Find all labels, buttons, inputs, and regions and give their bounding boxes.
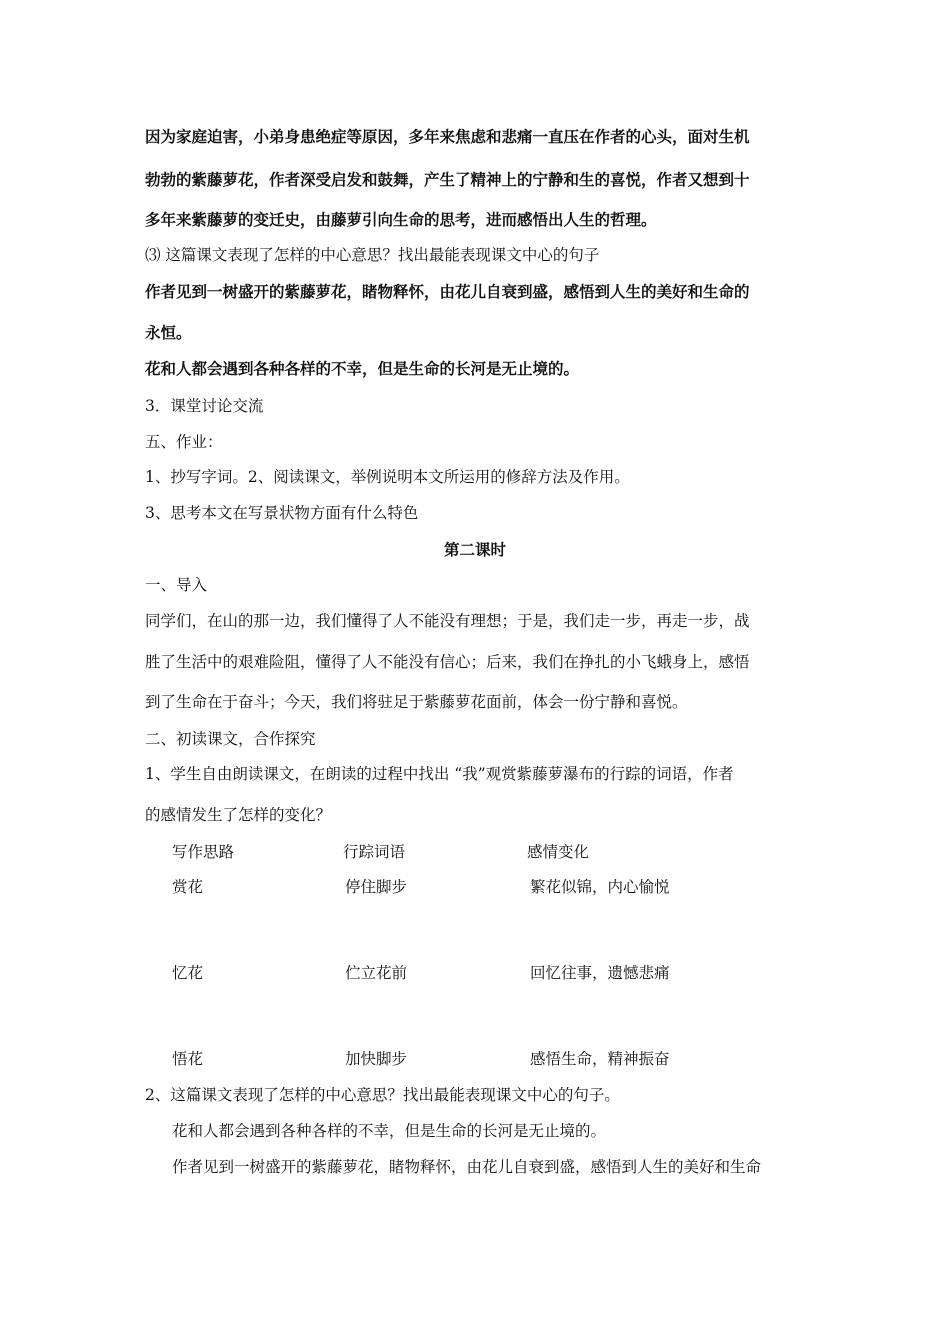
question-3: ⑶ 这篇课文表现了怎样的中心意思？找出最能表现课文中心的句子	[145, 246, 600, 264]
intro-line: 同学们，在山的那一边，我们懂得了人不能没有理想；于是，我们走一步，再走一步，战	[145, 612, 750, 630]
reading-heading: 二、初读课文，合作探究	[145, 730, 316, 748]
discussion-heading: 3．课堂讨论交流	[145, 397, 264, 415]
homework-heading: 五、作业：	[145, 433, 223, 451]
intro-heading: 一、导入	[145, 576, 208, 594]
table-cell: 忆花	[172, 964, 204, 982]
answer-line: 永恒。	[145, 324, 192, 342]
paragraph-line: 勃勃的紫藤萝花，作者深受启发和鼓舞，产生了精神上的宁静和生的喜悦，作者又想到十	[145, 171, 750, 189]
question-2: 2、这篇课文表现了怎样的中心意思？找出最能表现课文中心的句子。	[145, 1086, 620, 1104]
answer-line: 花和人都会遇到各种各样的不幸，但是生命的长河是无止境的。	[172, 1122, 607, 1140]
answer-line: 作者见到一树盛开的紫藤萝花，睹物释怀，由花儿自衰到盛，感悟到人生的美好和生命	[172, 1158, 762, 1176]
table-cell: 回忆往事，遗憾悲痛	[530, 964, 670, 982]
paragraph-line: 多年来紫藤萝的变迁史，由藤萝引向生命的思考，进而感悟出人生的哲理。	[145, 211, 657, 229]
table-cell: 感悟生命，精神振奋	[530, 1050, 670, 1068]
paragraph-line: 因为家庭迫害，小弟身患绝症等原因，多年来焦虑和悲痛一直压在作者的心头，面对生机	[145, 128, 750, 146]
homework-item: 1、抄写字词。2、阅读课文，举例说明本文所运用的修辞方法及作用。	[145, 468, 630, 486]
table-cell: 停住脚步	[345, 878, 408, 896]
question-1-line: 的感情发生了怎样的变化？	[145, 806, 332, 824]
table-cell: 赏花	[172, 878, 204, 896]
answer-line: 花和人都会遇到各种各样的不幸，但是生命的长河是无止境的。	[145, 360, 580, 378]
homework-item: 3、思考本文在写景状物方面有什么特色	[145, 504, 419, 522]
answer-line: 作者见到一树盛开的紫藤萝花，睹物释怀，由花儿自衰到盛，感悟到人生的美好和生命的	[145, 283, 750, 301]
intro-line: 到了生命在于奋斗；今天，我们将驻足于紫藤萝花面前，体会一份宁静和喜悦。	[145, 693, 688, 711]
table-header: 写作思路	[172, 843, 235, 861]
table-cell: 悟花	[172, 1050, 204, 1068]
lesson-title: 第二课时	[443, 541, 506, 559]
question-1-line: 1、学生自由朗读课文，在朗读的过程中找出 “我”观赏紫藤萝瀑布的行踪的词语，作者	[145, 765, 734, 783]
intro-line: 胜了生活中的艰难险阻，懂得了人不能没有信心；后来，我们在挣扎的小飞蛾身上，感悟	[145, 653, 750, 671]
table-cell: 加快脚步	[345, 1050, 408, 1068]
table-header: 感情变化	[527, 843, 590, 861]
table-cell: 伫立花前	[345, 964, 408, 982]
table-header: 行踪词语	[343, 843, 406, 861]
table-cell: 繁花似锦，内心愉悦	[530, 878, 670, 896]
